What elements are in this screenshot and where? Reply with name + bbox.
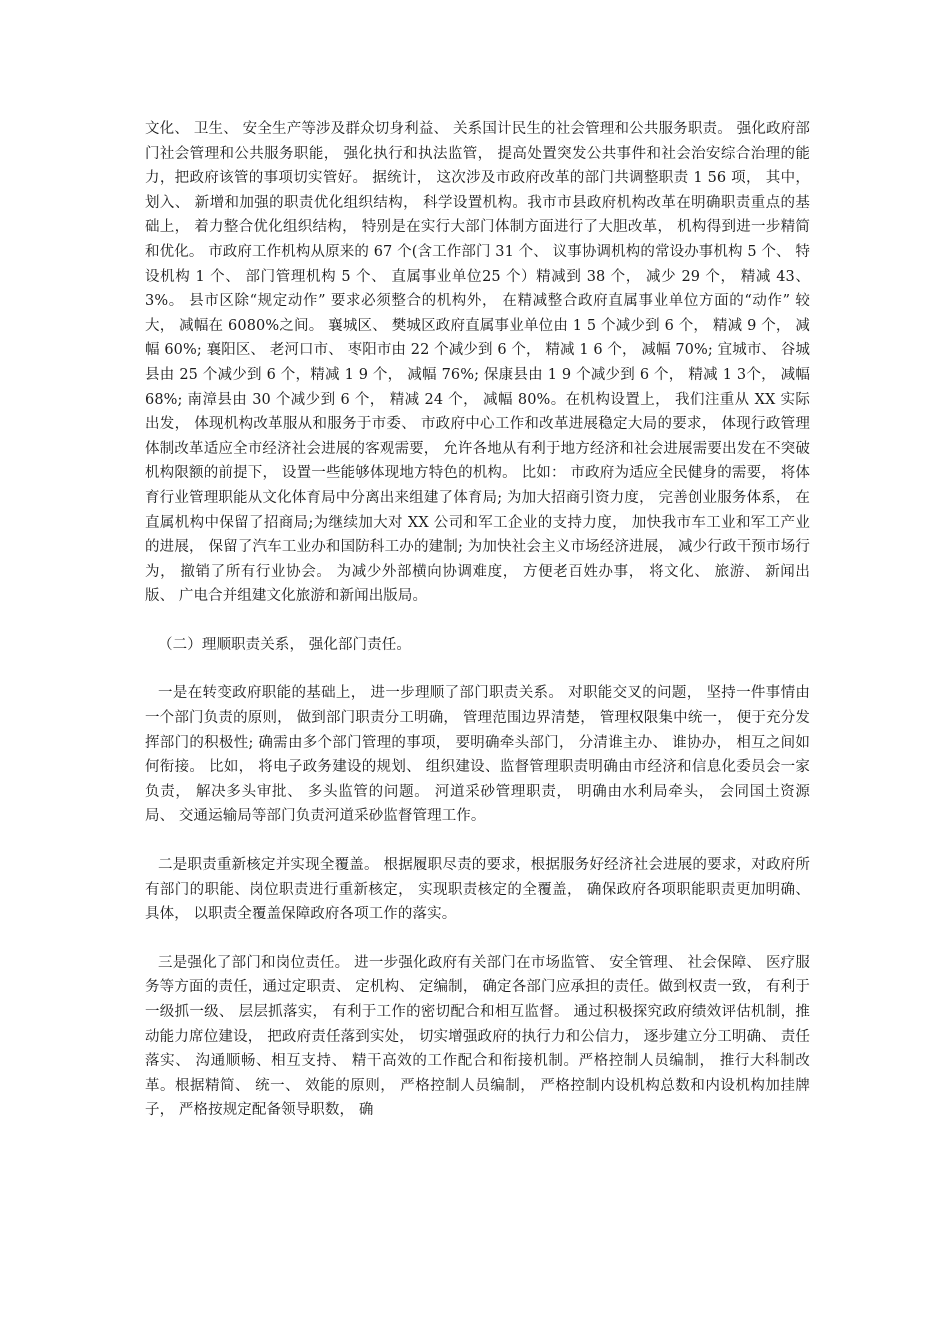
paragraph-point-three: 三是强化了部门和岗位责任。 进一步强化政府有关部门在市场监管、 安全管理、 社会保障、 医疗服务等方面的责任，通过定职责、 定机构、 定编制， 确定各部门应承担的责任。做到权责一致， 有利于一级抓一级、 层层抓落实， 有利于工作的密切配合和相互监督。 通过积极探究政府绩效评估机制，推动能力席位建设， 把政府责任落到实处， 切实增强政府的执行力和公信力， 逐步建立分工明确、 责任落实、 沟通顺畅、相互支持、 精干高效的工作配合和衔接机制。严格控制人员编制， 推行大科制改革。根据精简、 统一、 效能的原则， 严格控制人员编制， 严格控制内设机构总数和内设机构加挂牌子， 严格按规定配备领导职数， 确 (145, 954, 810, 1119)
paragraph-spacer (145, 657, 810, 681)
paragraph-spacer (145, 927, 810, 951)
paragraph-spacer (145, 609, 810, 633)
paragraph-spacer (145, 829, 810, 853)
paragraph-institutional-reform: 文化、 卫生、 安全生产等涉及群众切身利益、 关系国计民生的社会管理和公共服务职责。 强化政府部门社会管理和公共服务职能， 强化执行和执法监管， 提高处置突发公共事件和社会治安综合治理的能力，把政府该管的事项切实管好。 据统计， 这次涉及市政府改革的部门共调整职责 1 56 项， 其中， 划入、 新增和加强的职责优化组织结构， 科学设置机构。我市市县政府机构改革在明确职责重点的基础上， 着力整合优化组织结构， 特别是在实行大部门体制方面进行了大胆改革， 机构得到进一步精简和优化。 市政府工作机构从原来的 67 个(含工作部门 31 个、 议事协调机构的常设办事机构 5 个、 特设机构 1 个、 部门管理机构 5 个、 直属事业单位25 个）精减到 38 个， 减少 29 个， 精减 43、 3%。 县市区除“规定动作” 要求必须整合的机构外， 在精减整合政府直属事业单位方面的“动作” 较大， 减幅在 6080%之间。 襄城区、 樊城区政府直属事业单位由 1 5 个减少到 6 个， 精减 9 个， 减幅 60%; 襄阳区、 老河口市、 枣阳市由 22 个减少到 6 个， 精减 1 6 个， 减幅 70%; 宜城市、 谷城县由 25 个减少到 6 个，精减 1 9 个， 减幅 76%; 保康县由 1 9 个减少到 6 个， 精减 1 3个， 减幅 68%; 南漳县由 30 个减少到 6 个， 精减 24 个， 减幅 80%。在机构设置上， 我们注重从 XX 实际出发， 体现机构改革服从和服务于市委、 市政府中心工作和改革进展稳定大局的要求， 体现行政管理体制改革适应全市经济社会进展的客观需要， 允许各地从有利于地方经济和社会进展需要出发在不突破机构限额的前提下， 设置一些能够体现地方特色的机构。 比如： 市政府为适应全民健身的需要， 将体育行业管理职能从文化体育局中分离出来组建了体育局; 为加大招商引资力度， 完善创业服务体系， 在直属机构中保留了招商局;为继续加大对 XX 公司和军工企业的支持力度， 加快我市车工业和军工产业的进展， 保留了汽车工业办和国防科工办的建制; 为加快社会主义市场经济进展， 减少行政干预市场行为， 撤销了所有行业协会。 为减少外部横向协调难度， 方便老百姓办事， 将文化、 旅游、 新闻出版、 广电合并组建文化旅游和新闻出版局。 (145, 121, 810, 605)
document-body (145, 117, 810, 1123)
paragraph-point-one: 一是在转变政府职能的基础上， 进一步理顺了部门职责关系。 对职能交叉的问题， 坚持一件事情由一个部门负责的原则， 做到部门职责分工明确， 管理范围边界清楚， 管理权限集中统一， 便于充分发挥部门的积极性; 确需由多个部门管理的事项， 要明确牵头部门， 分清谁主办、 谁协办， 相互之间如何衔接。 比如， 将电子政务建设的规划、 组织建设、监督管理职责明确由市经济和信息化委员会一家负责， 解决多头审批、 多头监管的问题。 河道采砂管理职责， 明确由水利局牵头， 会同国土资源局、 交通运输局等部门负责河道采砂监督管理工作。 (145, 685, 810, 825)
paragraph-point-two: 二是职责重新核定并实现全覆盖。 根据履职尽责的要求，根据服务好经济社会进展的要求，对政府所有部门的职能、岗位职责进行重新核定， 实现职责核定的全覆盖， 确保政府各项职能职责更加明确、 具体， 以职责全覆盖保障政府各项工作的落实。 (145, 857, 810, 923)
section-heading-responsibilities: （二）理顺职责关系， 强化部门责任。 (158, 636, 411, 653)
